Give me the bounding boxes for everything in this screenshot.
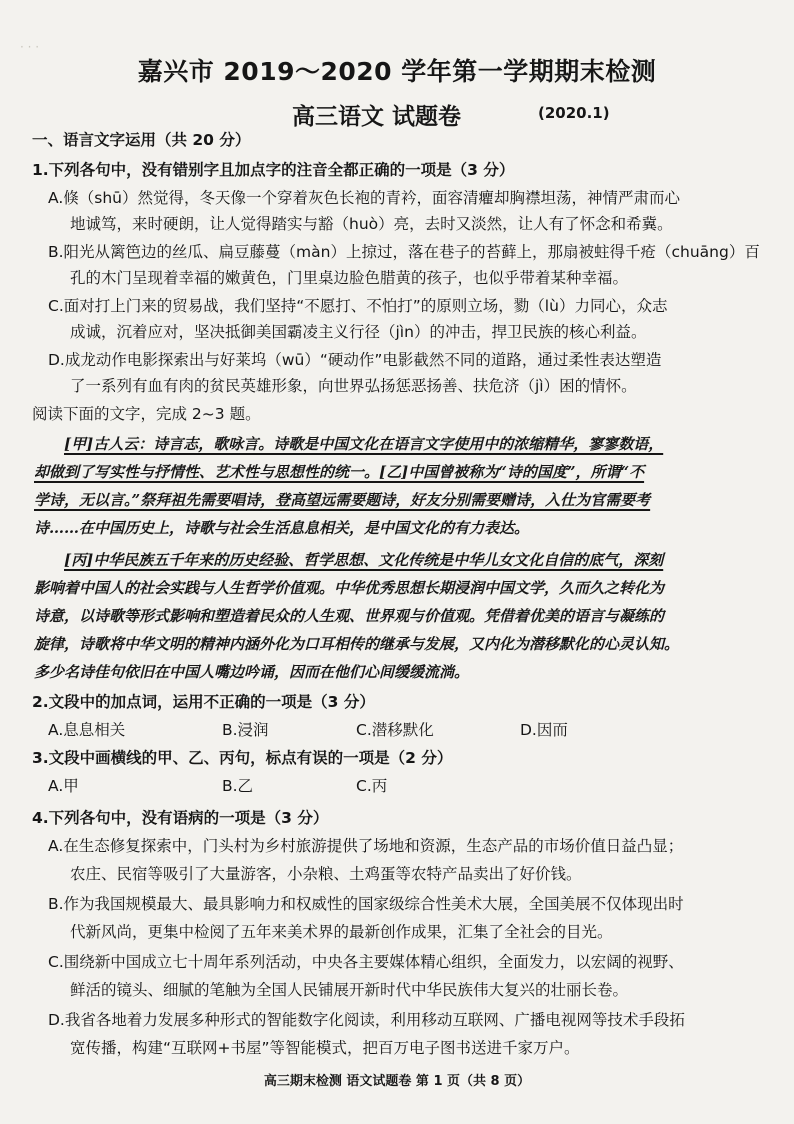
q2-option-a: A.息息相关 <box>48 721 126 739</box>
bleed-through-text: · · · <box>20 40 40 54</box>
q1-option-c-line1: C.面对打上门来的贸易战，我们坚持“不愿打、不怕打”的原则立场，勠（lù）力同心，众志 <box>48 297 668 315</box>
q4-stem: 4.下列各句中，没有语病的一项是（3 分） <box>32 809 329 827</box>
passage-p1-line3: 学诗，无以言。”祭拜祖先需要唱诗，登高望远需要题诗，好友分别需要赠诗，入仕为官需要考 <box>34 491 651 509</box>
q1-option-b-line1: B.阳光从篱笆边的丝瓜、扁豆藤蔓（màn）上掠过，落在巷子的苔藓上，那扇被蛀得千疮（chuāng）百 <box>48 243 760 261</box>
q1-option-d-line1: D.成龙动作电影探索出与好莱坞（wū）“硬动作”电影截然不同的道路，通过柔性表达塑造 <box>48 351 662 369</box>
q4-option-a-line2: 农庄、民宿等吸引了大量游客，小杂粮、土鸡蛋等农特产品卖出了好价钱。 <box>70 865 582 883</box>
exam-subtitle: 高三语文 试题卷 <box>292 104 462 130</box>
q3-stem: 3.文段中画横线的甲、乙、丙句，标点有误的一项是（2 分） <box>32 749 453 767</box>
q4-option-b-line2: 代新风尚，更集中检阅了五年来美术界的最新创作成果，汇集了全社会的目光。 <box>70 923 613 941</box>
q2-option-c: C.潜移默化 <box>356 721 434 739</box>
passage-p2-line4: 旋律，诗歌将中华文明的精神内涵外化为口耳相传的继承与发展，又内化为潜移默化的心灵认知。 <box>34 635 680 653</box>
exam-date: (2020.1) <box>538 104 610 122</box>
section-heading: 一、语言文字运用（共 20 分） <box>32 131 251 149</box>
q2-option-d: D.因而 <box>520 721 568 739</box>
q3-option-a: A.甲 <box>48 777 79 795</box>
q1-option-c-line2: 成诚，沉着应对，坚决抵御美国霸凌主义行径（jìn）的冲击，捍卫民族的核心利益。 <box>70 323 647 341</box>
exam-title: 嘉兴市 2019～2020 学年第一学期期末检测 <box>137 57 657 86</box>
reading-intro: 阅读下面的文字，完成 2~3 题。 <box>32 405 261 423</box>
q4-option-d-line2: 宽传播，构建“互联网+书屋”等智能模式，把百万电子图书送进千家万户。 <box>70 1039 580 1057</box>
q1-option-b-line2: 孔的木门呈现着幸福的嫩黄色，门里桌边脸色腊黄的孩子，也似乎带着某种幸福。 <box>70 269 629 287</box>
q2-stem: 2.文段中的加点词，运用不正确的一项是（3 分） <box>32 693 375 711</box>
q2-option-b: B.浸润 <box>222 721 269 739</box>
q4-option-c-line2: 鲜活的镜头、细腻的笔触为全国人民铺展开新时代中华民族伟大复兴的壮丽长卷。 <box>70 981 629 999</box>
q3-option-b: B.乙 <box>222 777 254 795</box>
passage-p2-line2: 影响着中国人的社会实践与人生哲学价值观。中华优秀思想长期浸润中国文学，久而久之转化为 <box>34 579 665 597</box>
passage-p2-line1: [丙]中华民族五千年来的历史经验、哲学思想、文化传统是中华儿女文化自信的底气，深刻 <box>64 551 664 569</box>
page-footer: 高三期末检测 语文试题卷 第 1 页（共 8 页） <box>263 1074 531 1089</box>
q1-stem: 1.下列各句中，没有错别字且加点字的注音全都正确的一项是（3 分） <box>32 161 515 179</box>
passage-p1-line2: 却做到了写实性与抒情性、艺术性与思想性的统一。[乙]中国曾被称为“诗的国度”，所谓“不 <box>34 463 645 481</box>
q1-option-a-line2: 地诚笃，来时硬朗，让人觉得踏实与豁（huò）亮，去时又淡然，让人有了怀念和希冀。 <box>70 215 673 233</box>
q4-option-d-line1: D.我省各地着力发展多种形式的智能数字化阅读，利用移动互联网、广播电视网等技术手段拓 <box>48 1011 685 1029</box>
passage-p2-line5: 多少名诗佳句依旧在中国人嘴边吟诵，因而在他们心间缓缓流淌。 <box>34 663 470 681</box>
q3-option-c: C.丙 <box>356 777 388 795</box>
q4-option-a-line1: A.在生态修复探索中，门头村为乡村旅游提供了场地和资源，生态产品的市场价值日益凸显； <box>48 837 684 855</box>
passage-p1-line4: 诗……在中国历史上，诗歌与社会生活息息相关，是中国文化的有力表达。 <box>34 519 530 537</box>
passage-p1-line1: [甲]古人云：诗言志，歌咏言。诗歌是中国文化在语言文字使用中的浓缩精华，寥寥数语， <box>64 435 664 453</box>
q1-option-a-line1: A.倏（shū）然觉得，冬天像一个穿着灰色长袍的青衿，面容清癯却胸襟坦荡，神情严肃而心 <box>48 189 680 207</box>
q1-option-d-line2: 了一系列有血有肉的贫民英雄形象，向世界弘扬惩恶扬善、扶危济（jì）困的情怀。 <box>70 377 637 395</box>
q4-option-b-line1: B.作为我国规模最大、最具影响力和权威性的国家级综合性美术大展，全国美展不仅体现出时 <box>48 895 684 913</box>
passage-p2-line3: 诗意，以诗歌等形式影响和塑造着民众的人生观、世界观与价值观。凭借着优美的语言与凝练的 <box>34 607 665 625</box>
q4-option-c-line1: C.围绕新中国成立七十周年系列活动，中央各主要媒体精心组织，全面发力，以宏阔的视野、 <box>48 953 684 971</box>
